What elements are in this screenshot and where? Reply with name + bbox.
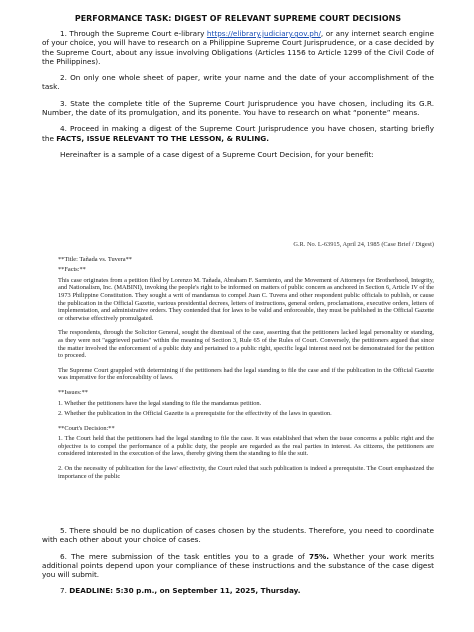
- document-title: PERFORMANCE TASK: DIGEST OF RELEVANT SUPREME COURT DECISIONS: [74, 14, 402, 23]
- sample-digest-image: [58, 241, 434, 487]
- elibrary-link[interactable]: https://elibrary.judiciary.gov.ph/: [206, 29, 321, 38]
- sample-title-line: **Title: Tañada vs. Tuvera**: [58, 255, 132, 263]
- instruction-1-text-a: 1. Through the Supreme Court e-library: [60, 29, 207, 38]
- facts-paragraph-3: The Supreme Court grappled with determining if the petitioners had the legal standing to file the case and if the publication in the Official Gazette was imperative for the enforceability of laws.: [58, 366, 434, 382]
- instruction-7: [42, 586, 434, 595]
- instruction-5: 5. There should be no duplication of cases chosen by the students. Therefore, you need to coordinate with each other about your choice of cases.: [42, 526, 434, 545]
- instruction-6-bold: 75%.: [308, 551, 330, 561]
- decision-label: **Court's Decision:**: [58, 424, 115, 432]
- deadline-text: DEADLINE: 5:30 p.m., on September 11, 2025, Thursday.: [69, 586, 301, 596]
- instruction-2: 2. On only one whole sheet of paper, write your name and the date of your accomplishment of the task.: [42, 73, 434, 92]
- issues-label: **Issues:**: [58, 388, 88, 396]
- instruction-1: [42, 29, 434, 66]
- instruction-4-bold: FACTS, ISSUE RELEVANT TO THE LESSON, & RULING.: [56, 133, 269, 143]
- instruction-7-number: 7.: [60, 586, 70, 596]
- document-page: [42, 14, 434, 166]
- facts-paragraph-2: The respondents, through the Solicitor General, sought the dismissal of the case, asserting that the petitioners lacked legal personality or standing, as they were not "aggrieved parties" within the meaning of Section 3, Rule 65 of the Rules of Court. Conversely, the petitioners argued that since the matter involved the enforcement of a public duty and pertained to a public right, specific legal interest need not be demonstrated for the petition to proceed.: [58, 329, 434, 360]
- instruction-6-text-b: Whether your work merits additional points depend upon your compliance of these instructions and the substance of the case digest you will submit.: [42, 551, 434, 580]
- instruction-6-text-a: 6. The mere submission of the task entitles you to a grade of: [60, 551, 309, 561]
- decision-1: 1. The Court held that the petitioners had the legal standing to file the case. It was established that when the issue concerns a public right and the objective is to compel the performance of a public duty, the people are regarded as the real parties in interest. As citizens, the petitioners are considered interested in the execution of the laws, thereby giving them the standing to file the suit.: [58, 435, 434, 458]
- instruction-1-text-b: , or any internet search engine of your choice, you will have to research on a Philippine Supreme Court Jurisprudence, or a case decided by the Supreme Court, about any issue involving Obligations (Articles 1156 to Article 1299 of the Civil Code of the Philippines).: [42, 29, 435, 66]
- instruction-6: [42, 552, 434, 580]
- instruction-4: [42, 124, 434, 143]
- facts-label: **Facts:**: [58, 266, 86, 274]
- issue-2: 2. Whether the publication in the Official Gazette is a prerequisite for the effectivity of the laws in question.: [58, 410, 332, 418]
- sample-digest-header: G.R. No. L-63915, April 24, 1985 (Case Brief / Digest): [293, 241, 434, 248]
- issue-1: 1. Whether the petitioners have the legal standing to file the mandamus petition.: [58, 399, 262, 407]
- decision-2: 2. On the necessity of publication for the laws' effectivity, the Court ruled that such publication is indeed a prerequisite. The Court emphasized the importance of the public: [58, 465, 434, 480]
- facts-paragraph-1: This case originates from a petition filed by Lorenzo M. Tañada, Abraham F. Sarmiento, and the Movement of Attorneys for Brotherhood, Integrity, and Nationalism, Inc. (MABINI), invoking the people's right to be informed on matters of public concern as anchored in Section 6, Article IV of the 1973 Philippine Constitution. They sought a writ of mandamus to compel Juan C. Tuvera and other respondent public officials to publish, or cause the publication in the Official Gazette, various presidential decrees, letters of instructions, general orders, proclamations, executive orders, letters of implementation, and administrative orders. They contended that for laws to be valid and enforceable, they must be published in the Official Gazette or otherwise effectively promulgated.: [58, 276, 434, 322]
- instruction-4-text: 4. Proceed in making a digest of the Supreme Court Jurisprudence you have chosen, starting briefly the: [42, 124, 434, 143]
- instruction-3: 3. State the complete title of the Supreme Court Jurisprudence you have chosen, including its G.R. Number, the date of its promulgation, and its ponente. You have to research on what “ponente” means.: [42, 98, 434, 118]
- document-bottom-section: [42, 526, 434, 603]
- sample-intro: Hereinafter is a sample of a case digest of a Supreme Court Decision, for your benefit:: [60, 149, 374, 159]
